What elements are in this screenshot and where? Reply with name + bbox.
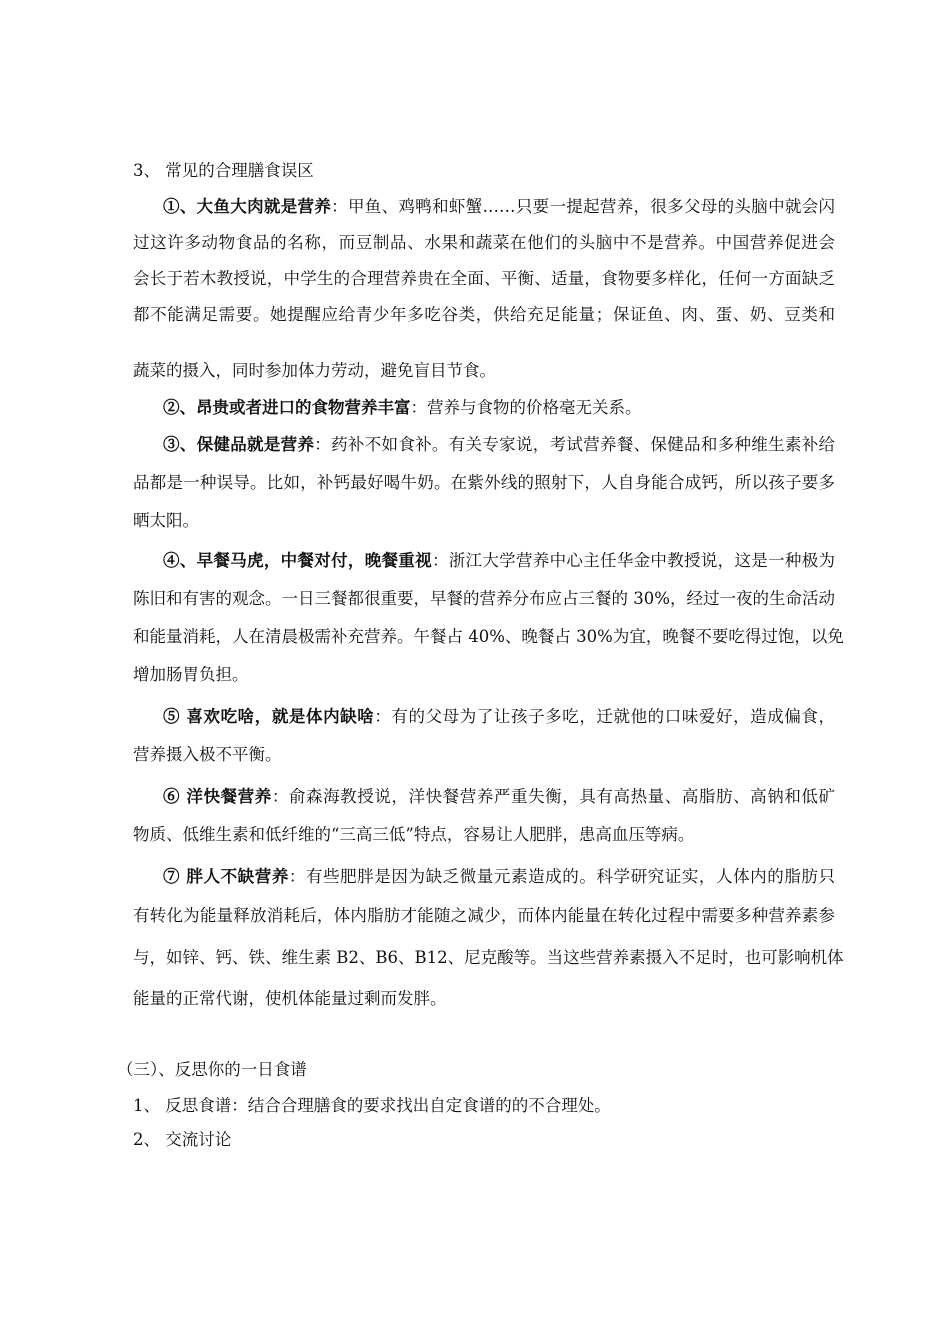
paragraph-3-line-3: 晒太阳。 [133, 511, 199, 530]
paragraph-1-line-5: 蔬菜的摄入，同时参加体力劳动，避免盲目节食。 [133, 361, 496, 380]
part-3-heading: （三）、反思你的一日食谱 [117, 1060, 307, 1079]
paragraph-7-line-4: 能量的正常代谢，使机体能量过剩而发胖。 [133, 989, 447, 1008]
paragraph-3-line-2: 品都是一种误导。比如，补钙最好喝牛奶。在紫外线的照射下，人自身能合成钙，所以孩子要多 [133, 473, 835, 492]
paragraph-4-line-3: 和能量消耗，人在清晨极需补充营养。午餐占 40%、晚餐占 30%为宜，晚餐不要吃得过饱，以免 [133, 627, 844, 646]
paragraph-6-line-1: ⑥ 洋快餐营养：俞森海教授说，洋快餐营养严重失衡，具有高热量、高脂肪、高钠和低矿 [163, 787, 835, 806]
paragraph-7-line-3: 与，如锌、钙、铁、维生素 B2、B6、B12、尼克酸等。当这些营养素摄入不足时，也可影响机体 [133, 948, 844, 967]
section-heading: 3、 常见的合理膳食误区 [133, 161, 314, 180]
paragraph-7-title: ⑦ 胖人不缺营养 [163, 867, 289, 886]
paragraph-7-line-1: ⑦ 胖人不缺营养：有些肥胖是因为缺乏微量元素造成的。科学研究证实，人体内的脂肪只 [163, 867, 836, 886]
paragraph-1-line-4: 都不能满足需要。她提醒应给青少年多吃谷类，供给充足能量；保证鱼、肉、蛋、奶、豆类和 [133, 305, 835, 324]
paragraph-3-line-1: ③、保健品就是营养：药补不如食补。有关专家说，考试营养餐、保健品和多种维生素补给 [163, 435, 836, 454]
paragraph-6-title: ⑥ 洋快餐营养 [163, 787, 272, 806]
paragraph-1-line-3: 会长于若木教授说，中学生的合理营养贵在全面、平衡、适量，食物要多样化，任何一方面缺乏 [133, 269, 835, 288]
paragraph-5-line-1: ⑤ 喜欢吃啥，就是体内缺啥：有的父母为了让孩子多吃，迁就他的口味爱好，造成偏食， [163, 707, 835, 726]
paragraph-6-line-2: 物质、低维生素和低纤维的“三高三低”特点，容易让人肥胖，患高血压等病。 [133, 825, 695, 844]
paragraph-5-line-2: 营养摄入极不平衡。 [133, 745, 282, 764]
paragraph-4-line-2: 陈旧和有害的观念。一日三餐都很重要，早餐的营养分布应占三餐的 30%，经过一夜的生命活动 [133, 589, 835, 608]
paragraph-2-title: ②、昂贵或者进口的食物营养丰富 [163, 398, 411, 417]
paragraph-1-line-1: ①、大鱼大肉就是营养：甲鱼、鸡鸭和虾蟹……只要一提起营养，很多父母的头脑中就会闪 [163, 197, 836, 216]
part-3-item-1: 1、 反思食谱：结合合理膳食的要求找出自定食谱的的不合理处。 [133, 1096, 611, 1115]
paragraph-4-line-1: ④、早餐马虎，中餐对付，晚餐重视：浙江大学营养中心主任华金中教授说，这是一种极为 [163, 551, 836, 570]
paragraph-7-line-2: 有转化为能量释放消耗后，体内脂肪才能随之减少，而体内能量在转化过程中需要多种营养素参 [133, 906, 835, 925]
paragraph-4-line-4: 增加肠胃负担。 [133, 665, 249, 684]
paragraph-4-title: ④、早餐马虎，中餐对付，晚餐重视 [163, 551, 432, 570]
paragraph-3-title: ③、保健品就是营养 [163, 435, 315, 454]
paragraph-1-line-2: 过这许多动物食品的名称，而豆制品、水果和蔬菜在他们的头脑中不是营养。中国营养促进会 [133, 233, 835, 252]
paragraph-2: ②、昂贵或者进口的食物营养丰富：营养与食物的价格毫无关系。 [163, 398, 642, 417]
paragraph-1-title: ①、大鱼大肉就是营养 [163, 197, 332, 216]
paragraph-5-title: ⑤ 喜欢吃啥，就是体内缺啥 [163, 707, 375, 726]
part-3-item-2: 2、 交流讨论 [133, 1130, 232, 1149]
